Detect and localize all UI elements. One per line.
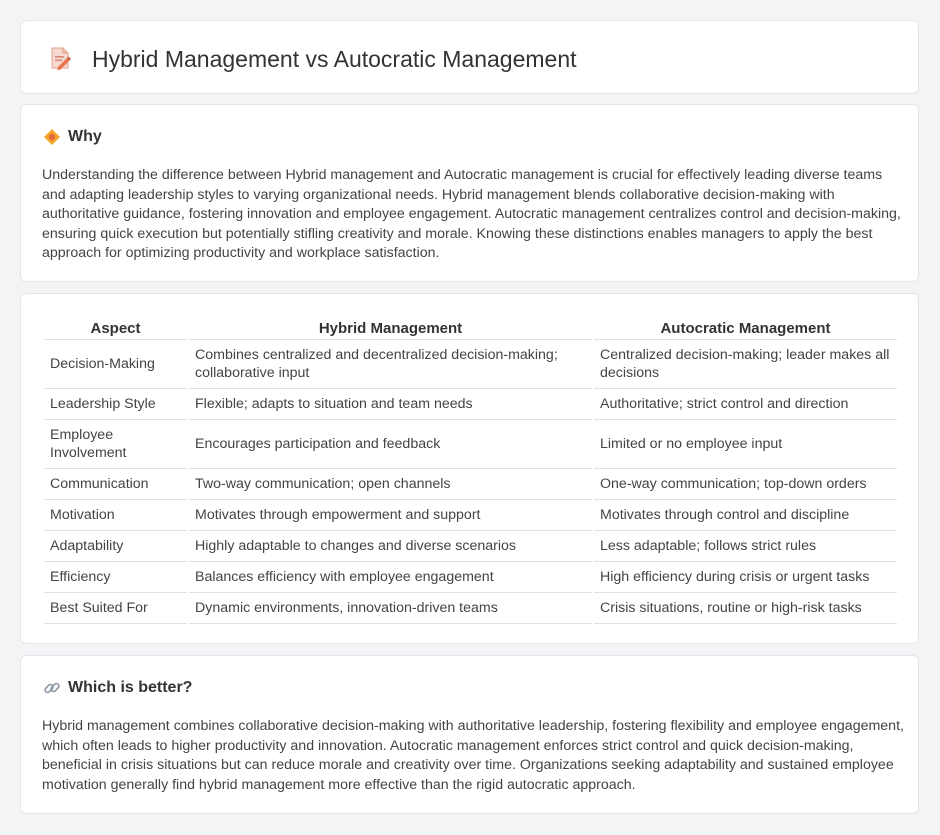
- link-icon: [43, 679, 61, 697]
- aspect-cell: Motivation: [44, 500, 187, 531]
- autocratic-cell: Authoritative; strict control and direction: [594, 389, 897, 420]
- table-row: [44, 340, 897, 389]
- table-row: [44, 500, 897, 531]
- autocratic-cell: Less adaptable; follows strict rules: [594, 531, 897, 562]
- hybrid-cell: Encourages participation and feedback: [189, 420, 592, 469]
- better-heading-row: [43, 679, 192, 697]
- table-row: [44, 389, 897, 420]
- hybrid-cell: Dynamic environments, innovation-driven teams: [189, 593, 592, 624]
- comparison-card: [20, 293, 919, 644]
- aspect-cell: Decision-Making: [44, 340, 187, 389]
- header-hybrid: Hybrid Management: [189, 316, 592, 340]
- hybrid-cell: Balances efficiency with employee engagement: [189, 562, 592, 593]
- hybrid-cell: Flexible; adapts to situation and team needs: [189, 389, 592, 420]
- aspect-cell: Employee Involvement: [44, 420, 187, 469]
- aspect-cell: Communication: [44, 469, 187, 500]
- autocratic-cell: Motivates through control and discipline: [594, 500, 897, 531]
- why-text: Understanding the difference between Hybrid management and Autocratic management is crucial for effectively leading diverse teams and adapting leadership styles to varying organizational needs. Hybrid management blends collaborative decision-making with authoritative guidance, fostering innovation and employee engagement. Autocratic management centralizes control and decision-making, ensuring quick execution but potentially stifling creativity and morale. Knowing these distinctions enables managers to apply the best approach for optimizing productivity and workplace satisfaction.: [42, 167, 901, 261]
- table-row: [44, 562, 897, 593]
- why-heading: Why: [68, 128, 102, 145]
- title-card: [20, 20, 919, 94]
- autocratic-cell: Limited or no employee input: [594, 420, 897, 469]
- aspect-cell: Efficiency: [44, 562, 187, 593]
- table-row: [44, 593, 897, 624]
- aspect-cell: Adaptability: [44, 531, 187, 562]
- hybrid-cell: Two-way communication; open channels: [189, 469, 592, 500]
- table-row: [44, 469, 897, 500]
- hybrid-cell: Highly adaptable to changes and diverse scenarios: [189, 531, 592, 562]
- diamond-bullet-icon: [43, 128, 61, 146]
- aspect-cell: Leadership Style: [44, 389, 187, 420]
- why-card: [20, 104, 919, 282]
- which-better-card: [20, 655, 919, 814]
- page-title: Hybrid Management vs Autocratic Management: [92, 46, 577, 72]
- better-heading: Which is better?: [68, 679, 193, 696]
- header-aspect: Aspect: [44, 316, 187, 340]
- table-row: [44, 420, 897, 469]
- table-header-row: [44, 316, 897, 340]
- autocratic-cell: Crisis situations, routine or high-risk tasks: [594, 593, 897, 624]
- autocratic-cell: One-way communication; top-down orders: [594, 469, 897, 500]
- aspect-cell: Best Suited For: [44, 593, 187, 624]
- autocratic-cell: High efficiency during crisis or urgent tasks: [594, 562, 897, 593]
- document-pencil-icon: [47, 45, 73, 71]
- header-autocratic: Autocratic Management: [594, 316, 897, 340]
- hybrid-cell: Motivates through empowerment and support: [189, 500, 592, 531]
- comparison-table: [42, 316, 899, 624]
- table-row: [44, 531, 897, 562]
- why-heading-row: [43, 128, 102, 146]
- better-text: Hybrid management combines collaborative decision-making with authoritative leadership, fostering flexibility and employee engagement, which often leads to higher productivity and innovation. Autocratic management enforces strict control and quick decision-making, beneficial in crisis situations but can reduce morale and creativity over time. Organizations seeking adaptability and sustained employee motivation generally find hybrid management more effective than the rigid autocratic approach.: [42, 718, 904, 793]
- autocratic-cell: Centralized decision-making; leader makes all decisions: [594, 340, 897, 389]
- hybrid-cell: Combines centralized and decentralized decision-making; collaborative input: [189, 340, 592, 389]
